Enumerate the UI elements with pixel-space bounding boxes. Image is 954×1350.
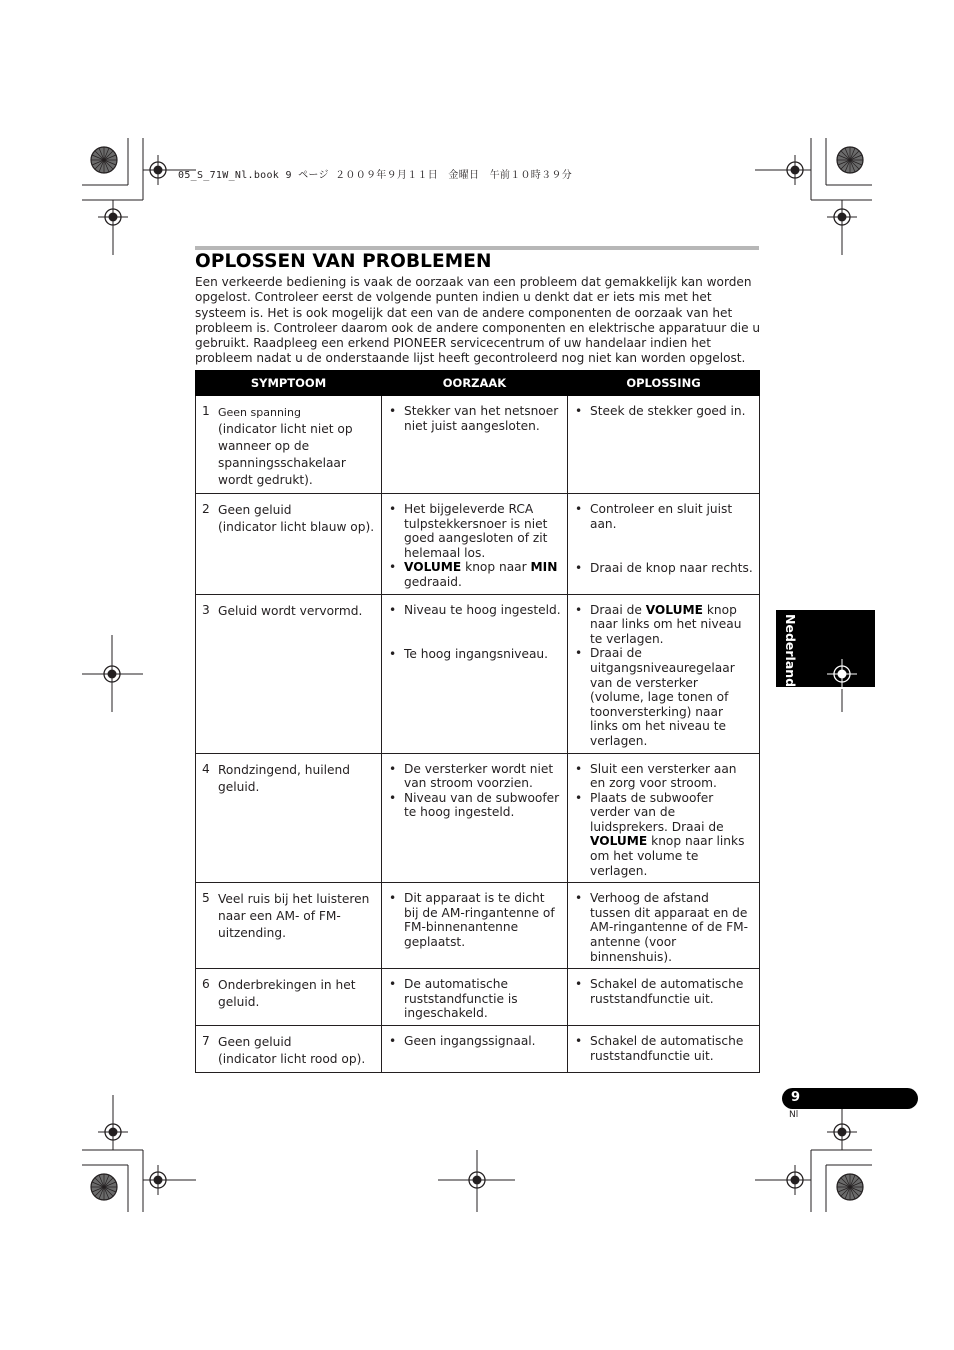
section-rule	[195, 246, 759, 250]
row-number: 4	[202, 761, 210, 776]
registration-mark-icon	[827, 659, 857, 689]
section-title: OPLOSSEN VAN PROBLEMEN	[195, 251, 492, 272]
cause-item: • De automatische ruststandfunctie is ingeschakeld.	[388, 977, 561, 1021]
solution-text: knop naar links om het volume te verlagen.	[590, 834, 745, 878]
cause-item: • Geen ingangssignaal.	[388, 1034, 561, 1049]
symptom-cell	[196, 969, 382, 1026]
solution-cell	[568, 494, 760, 595]
symptom-main: Geen geluid	[218, 503, 292, 517]
cause-item: • Stekker van het netsnoer niet juist aangesloten.	[388, 404, 561, 433]
row-number: 1	[202, 404, 210, 418]
cause-text: gedraaid.	[404, 574, 462, 589]
keyword-volume: VOLUME	[404, 560, 462, 575]
symptom-main: Geen geluid	[218, 1035, 292, 1049]
starburst-icon	[837, 147, 863, 173]
solution-item: • Draai de knop naar rechts.	[574, 561, 753, 576]
print-header-line: 05_S_71W_Nl.book 9 ページ ２００９年９月１１日 金曜日 午前１０時３９分	[178, 170, 573, 181]
header-symptoom: SYMPTOOM	[196, 371, 382, 396]
solution-cell	[568, 594, 760, 753]
table-row	[196, 494, 760, 595]
solution-cell	[568, 969, 760, 1026]
row-number: 2	[202, 502, 210, 516]
page-number: 9	[791, 1090, 801, 1105]
symptom-main: Veel ruis bij het luisteren naar een AM- of FM-uitzending.	[218, 892, 370, 941]
table-row	[196, 969, 760, 1026]
table-row	[196, 396, 760, 494]
row-number: 3	[202, 602, 210, 617]
table-row	[196, 594, 760, 753]
symptom-cell	[196, 883, 382, 969]
troubleshooting-table	[195, 370, 760, 1073]
row-number: 7	[202, 1034, 210, 1048]
cause-item: • Te hoog ingangsniveau.	[388, 647, 561, 662]
solution-item: • Schakel de automatische ruststandfunctie uit.	[574, 1034, 753, 1063]
keyword-min: MIN	[530, 560, 558, 575]
cause-cell	[382, 494, 568, 595]
solution-item: • Sluit een versterker aan en zorg voor stroom.	[574, 762, 753, 791]
solution-cell	[568, 1026, 760, 1073]
table-row	[196, 1026, 760, 1073]
cause-item	[388, 560, 561, 589]
symptom-cell	[196, 494, 382, 595]
starburst-icon	[837, 1174, 863, 1200]
solution-item: • Steek de stekker goed in.	[574, 404, 753, 419]
header-oplossing: OPLOSSING	[568, 371, 760, 396]
symptom-cell	[196, 396, 382, 494]
symptom-main: Geen spanning	[218, 406, 301, 419]
cause-cell	[382, 396, 568, 494]
solution-cell	[568, 883, 760, 969]
row-number: 6	[202, 977, 210, 992]
solution-text: Plaats de subwoofer verder van de luidsprekers. Draai de	[590, 790, 724, 834]
table-header-row	[196, 371, 760, 396]
solution-text: knop naar links om het niveau te verlagen.	[590, 602, 742, 646]
page-language-code: Nl	[789, 1110, 799, 1120]
starburst-icon	[91, 1174, 117, 1200]
section-intro: Een verkeerde bediening is vaak de oorzaak van een probleem dat gemakkelijk kan worden opgelost. Controleer eerst de volgende punten indien u denkt dat er iets mis met het systeem is. Het is ook mogelijk dat een van de andere componenten de oorzaak van het probleem is. Controleer daarom ook de andere componenten en elektrische apparatuur die u gebruikt. Raadpleeg een erkend PIONEER servicecentrum of uw handelaar indien het probleem nadat u de onderstaande lijst heeft gecontroleerd nog niet kan worden opgelost.	[195, 275, 761, 366]
solution-item: • Draai de uitgangsniveauregelaar van de versterker (volume, lage tonen of toonversterking) naar links om het niveau te verlagen.	[574, 646, 753, 748]
symptom-cell	[196, 594, 382, 753]
solution-item: • Verhoog de afstand tussen dit apparaat en de AM-ringantenne of de FM-antenne (voor binnenshuis).	[574, 891, 753, 964]
cause-cell	[382, 969, 568, 1026]
keyword-volume: VOLUME	[645, 602, 703, 617]
symptom-cell	[196, 1026, 382, 1073]
symptom-cell	[196, 753, 382, 883]
keyword-volume: VOLUME	[590, 834, 648, 849]
language-label: Nederlands	[783, 614, 798, 695]
cause-item: • Dit apparaat is te dicht bij de AM-ringantenne of FM-binnenantenne geplaatst.	[388, 891, 561, 949]
cause-item: • De versterker wordt niet van stroom voorzien.	[388, 762, 561, 791]
cause-text: knop naar	[461, 560, 531, 575]
solution-item: • Controleer en sluit juist aan.	[574, 502, 753, 531]
cause-cell	[382, 1026, 568, 1073]
page-number-pill	[782, 1088, 918, 1109]
starburst-icon	[91, 147, 117, 173]
symptom-main: Geluid wordt vervormd.	[218, 603, 363, 618]
solution-text: Draai de	[590, 602, 646, 617]
cause-item: • Niveau van de subwoofer te hoog ingesteld.	[388, 791, 561, 820]
solution-item: • Schakel de automatische ruststandfunctie uit.	[574, 977, 753, 1006]
solution-item	[574, 603, 753, 647]
cause-cell	[382, 594, 568, 753]
symptom-detail: (indicator licht niet op wanneer op de spanningsschakelaar wordt gedrukt).	[218, 422, 353, 487]
solution-cell	[568, 396, 760, 494]
cause-item: • Het bijgeleverde RCA tulpstekkersnoer is niet goed aangesloten of zit helemaal los.	[388, 502, 561, 560]
solution-item	[574, 791, 753, 879]
symptom-main: Rondzingend, huilend geluid.	[218, 762, 350, 794]
table-row	[196, 883, 760, 969]
symptom-main: Onderbrekingen in het geluid.	[218, 978, 356, 1010]
row-number: 5	[202, 891, 210, 906]
table-row	[196, 753, 760, 883]
cause-cell	[382, 883, 568, 969]
symptom-detail: (indicator licht blauw op).	[218, 520, 375, 534]
cause-item: • Niveau te hoog ingesteld.	[388, 603, 561, 618]
header-oorzaak: OORZAAK	[382, 371, 568, 396]
solution-cell	[568, 753, 760, 883]
symptom-detail: (indicator licht rood op).	[218, 1052, 366, 1066]
cause-cell	[382, 753, 568, 883]
